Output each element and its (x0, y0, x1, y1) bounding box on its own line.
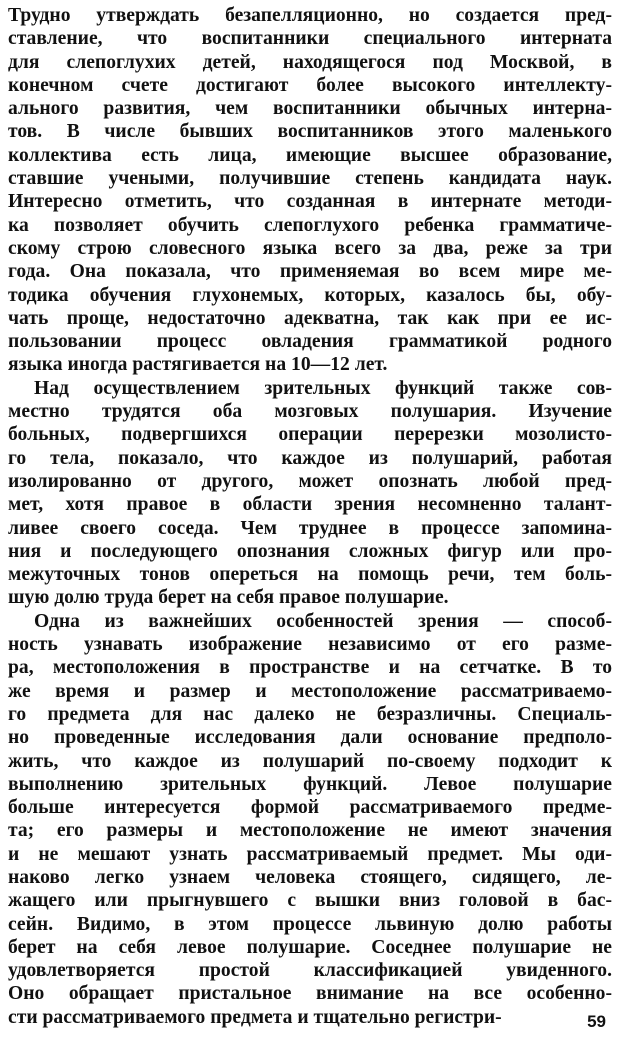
text-line: межуточных тонов опереться на помощь речи, тем боль- (8, 564, 612, 586)
book-page (8, 4, 612, 1044)
text-line: тов. В числе бывших воспитанников этого маленького (8, 121, 612, 143)
text-line: ливее своего соседа. Чем труднее в процессе запомина- (8, 517, 612, 539)
text-line: сти рассматриваемого предмета и тщательно регистри- (8, 1006, 502, 1028)
text-line: Оно обращает пристальное внимание на все особенно- (8, 983, 612, 1005)
text-line: ального развития, чем воспитанники обычных интерна- (8, 98, 612, 120)
text-line: ность узнавать изображение независимо от его разме- (8, 634, 612, 656)
text-line: но проведенные исследования дали основание предполо- (8, 727, 612, 749)
text-line: коллектива есть лица, имеющие высшее образование, (8, 144, 612, 166)
text-line: ставшие учеными, получившие степень кандидата наук. (8, 168, 612, 190)
text-line: берет на себя левое полушарие. Соседнее полушарие не (8, 936, 612, 958)
text-line: жить, что каждое из полушарий по-своему подходит к (8, 750, 612, 772)
text-line: и не мешают узнать рассматриваемый предмет. Мы оди- (8, 843, 612, 865)
text-line: больных, подвергшихся операции перерезки мозолисто- (8, 424, 612, 446)
paragraph-2 (8, 377, 612, 610)
text-line: Одна из важнейших особенностей зрения — способ- (34, 610, 612, 632)
paragraph-3 (8, 610, 612, 1029)
text-line: выполнению зрительных функций. Левое полушарие (8, 773, 612, 795)
text-line: ставление, что воспитанники специального интерната (8, 28, 612, 50)
text-line: года. Она показала, что применяемая во всем мире ме- (8, 261, 612, 283)
text-line: Над осуществлением зрительных функций также сов- (34, 377, 612, 399)
text-line: тодика обучения глухонемых, которых, казалось бы, обу- (8, 284, 612, 306)
text-line: Интересно отметить, что созданная в интернате методи- (8, 191, 612, 213)
text-line: ра, местоположения в пространстве и на сетчатке. В то (8, 657, 612, 679)
text-line: чать проще, недостаточно адекватна, так как при ее ис- (8, 307, 612, 329)
text-line: шую долю труда берет на себя правое полушарие. (8, 587, 449, 609)
text-line: больше интересуется формой рассматриваемого предме- (8, 797, 612, 819)
text-line: удовлетворяется простой классификацией увиденного. (8, 960, 612, 982)
text-line: мет, хотя правое в области зрения несомненно талант- (8, 494, 612, 516)
text-line: та; его размеры и местоположение не имеют значения (8, 820, 612, 842)
text-line: конечном счете достигают более высокого интеллекту- (8, 74, 612, 96)
text-line: го предмета для нас далеко не безразличны. Специаль- (8, 703, 612, 725)
text-line: местно трудятся оба мозговых полушария. Изучение (8, 401, 612, 423)
text-line: языка иногда растягивается на 10—12 лет. (8, 354, 388, 376)
text-line: изолированно от другого, может опознать любой пред- (8, 470, 612, 492)
text-line: Трудно утверждать безапелляционно, но создается пред- (8, 5, 612, 26)
text-line: наково легко узнаем человека стоящего, сидящего, ле- (8, 866, 612, 888)
page-number: 59 (587, 1012, 606, 1031)
text-line: го тела, показало, что каждое из полушарий, работая (8, 447, 612, 469)
text-line: жащего или прыгнувшего с вышки вниз головой в бас- (8, 890, 612, 912)
text-line: ния и последующего опознания сложных фигур или про- (8, 540, 612, 562)
text-line: скому строю словесного языка всего за два, реже за три (8, 237, 612, 259)
text-line: сейн. Видимо, в этом процессе львиную долю работы (8, 913, 612, 935)
text-line: пользовании процесс овладения грамматикой родного (8, 331, 612, 353)
text-line: для слепоглухих детей, находящегося под Москвой, в (8, 51, 612, 73)
text-line: ка позволяет обучить слепоглухого ребенка грамматиче- (8, 214, 612, 236)
paragraph-1 (8, 4, 612, 377)
text-line: же время и размер и местоположение рассматриваемо- (8, 680, 612, 702)
